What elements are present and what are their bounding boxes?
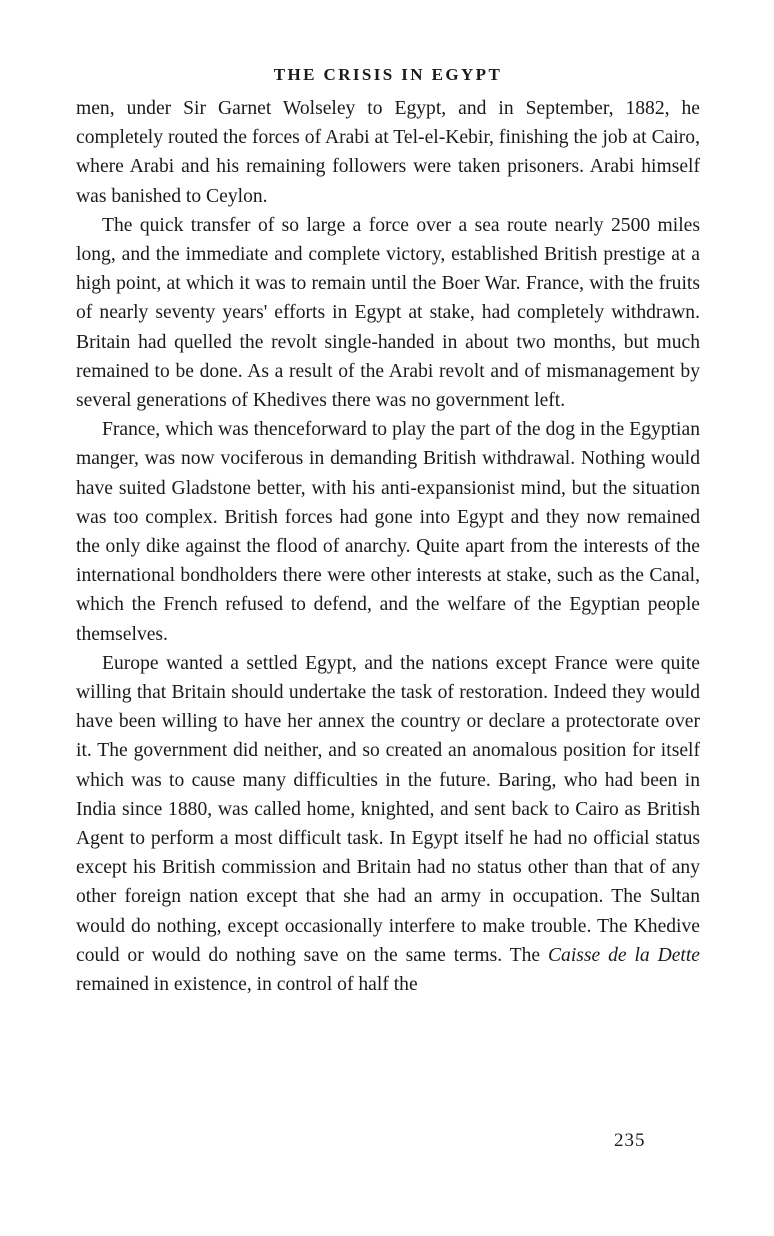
book-page [76, 62, 700, 999]
paragraph-4-italic-title: Caisse de la Dette [547, 944, 701, 966]
paragraph-4-text: Europe wanted a settled Egypt, and the nations except France were quite willing that Britain should undertake the task of restoration. Indeed they would have been willing to have her annex the country or declare a protectorate over it. The government did neither, and so created an anomalous position for itself which was to cause many difficulties in the future. Baring, who had been in India since 1880, was called home, knighted, and sent back to Cairo as British Agent to perform a most difficult task. In Egypt itself he had no official status except his British commission and Britain had no status other than that of any other foreign nation except that she had an army in occupation. The Sultan would do nothing, except occasionally interfere to make trouble. The Khedive could or would do nothing save on the same terms. The [76, 652, 700, 966]
paragraph-1: men, under Sir Garnet Wolseley to Egypt, and in September, 1882, he completely routed the forces of Arabi at Tel-el-Kebir, finishing the job at Cairo, where Arabi and his remaining followers were taken prisoners. Arabi himself was banished to Ceylon. [76, 98, 700, 207]
paragraph-3: France, which was thenceforward to play the part of the dog in the Egyptian manger, was now vociferous in demanding British withdrawal. Nothing would have suited Gladstone better, with his anti-expansionist mind, but the situation was too complex. British forces had gone into Egypt and they now remained the only dike against the flood of anarchy. Quite apart from the interests of the international bondholders there were other interests at stake, such as the Canal, which the French refused to defend, and the welfare of the Egyptian people themselves. [76, 419, 700, 645]
running-head: THE CRISIS IN EGYPT [273, 65, 503, 84]
paragraph-4 [76, 649, 700, 999]
page-number: 235 [614, 1130, 646, 1151]
paragraph-4-tail: remained in existence, in control of half the [76, 974, 418, 996]
paragraph-2: The quick transfer of so large a force over a sea route nearly 2500 miles long, and the immediate and complete victory, established British prestige at a high point, at which it was to remain until the Boer War. France, with the fruits of nearly seventy years' efforts in Egypt at stake, had completely withdrawn. Britain had quelled the revolt single-handed in about two months, but much remained to be done. As a result of the Arabi revolt and of mismanagement by several generations of Khedives there was no government left. [76, 214, 700, 412]
